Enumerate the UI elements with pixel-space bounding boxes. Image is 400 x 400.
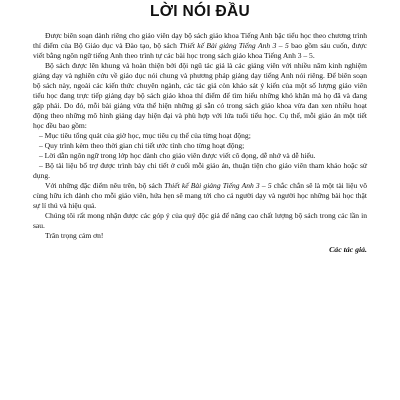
paragraph-intro: [33, 31, 367, 61]
paragraph-closing-2: Chúng tôi rất mong nhận được các góp ý của quý độc giả để nâng cao chất lượng bộ sách trong các lần in sau.: [33, 211, 367, 230]
thanks-line: Trân trọng cảm ơn!: [45, 231, 104, 240]
closing-text-1: Với những đặc điểm nêu trên, bộ sách: [45, 181, 165, 190]
closing-book-title: Thiết kế Bài giảng Tiếng Anh 3 – 5: [164, 181, 272, 190]
intro-book-title: Thiết kế Bài giảng Tiếng Anh 3 – 5: [179, 41, 289, 50]
intro-text-1: Được biên soạn dành riêng cho giáo viên dạy bộ sách giáo khoa Tiếng Anh bậc tiểu học theo chương trình thí điểm của Bộ Giáo dục và Đào tạo, bộ sách: [33, 31, 367, 50]
page-title: LỜI NÓI ĐẦU: [149, 3, 251, 20]
signature: Các tác giả.: [329, 245, 367, 254]
paragraph-closing-1: [33, 181, 367, 211]
list-item: – Mục tiêu tổng quát của giờ học, mục tiêu cụ thể của từng hoạt động;: [39, 131, 251, 140]
list-item: – Quy trình kèm theo thời gian chi tiết ước tính cho từng hoạt động;: [39, 141, 245, 150]
document-body: [33, 31, 367, 255]
list-item: – Lời dẫn ngôn ngữ trong lớp học dành cho giáo viên được viết cô đọng, dễ nhớ và dễ hiểu.: [39, 151, 316, 160]
paragraph-authors: Bộ sách được lên khung và hoàn thiện bởi đội ngũ tác giả là các giảng viên với nhiều năm kinh nghiệm giảng dạy và nghiên cứu về giáo dục nói chung và phương pháp giảng dạy tiếng Anh nói riêng. Để biên soạn bộ sách này, ngoài các kiến thức chuyên ngành, các tác giả còn khảo sát ý kiến của một số lượng giáo viên tiểu học đang trực tiếp giảng dạy bộ sách giáo khoa thí điểm để tìm hiểu những khó khăn mà họ đã và đang gặp phải. Do đó, mỗi bài giảng vừa thể hiện những gì sẵn có trong sách giáo khoa vừa đan xen nhiều hoạt động theo những mô hình giảng dạy hiện đại và phù hợp với lứa tuổi tiểu học. Cụ thể, mỗi giáo án một tiết học đều bao gồm:: [33, 61, 367, 130]
closing-text-2: chắc chắn sẽ là một tài liệu vô cùng hữu ích dành cho mỗi giáo viên, hứa hẹn sẽ mang tới cho cả người dạy và người học những bài học thật sự lí thú và hiệu quả.: [33, 181, 368, 210]
intro-text-2: bao gồm sáu cuốn, được viết bằng ngôn ngữ tiếng Anh theo trình tự các bài học trong sách giáo khoa Tiếng Anh 3 – 5.: [33, 41, 368, 60]
list-item: – Bộ tài liệu bổ trợ được trình bày chi tiết ở cuối mỗi giáo án, thuận tiện cho giáo viên tham khảo hoặc sử dụng.: [33, 161, 367, 180]
